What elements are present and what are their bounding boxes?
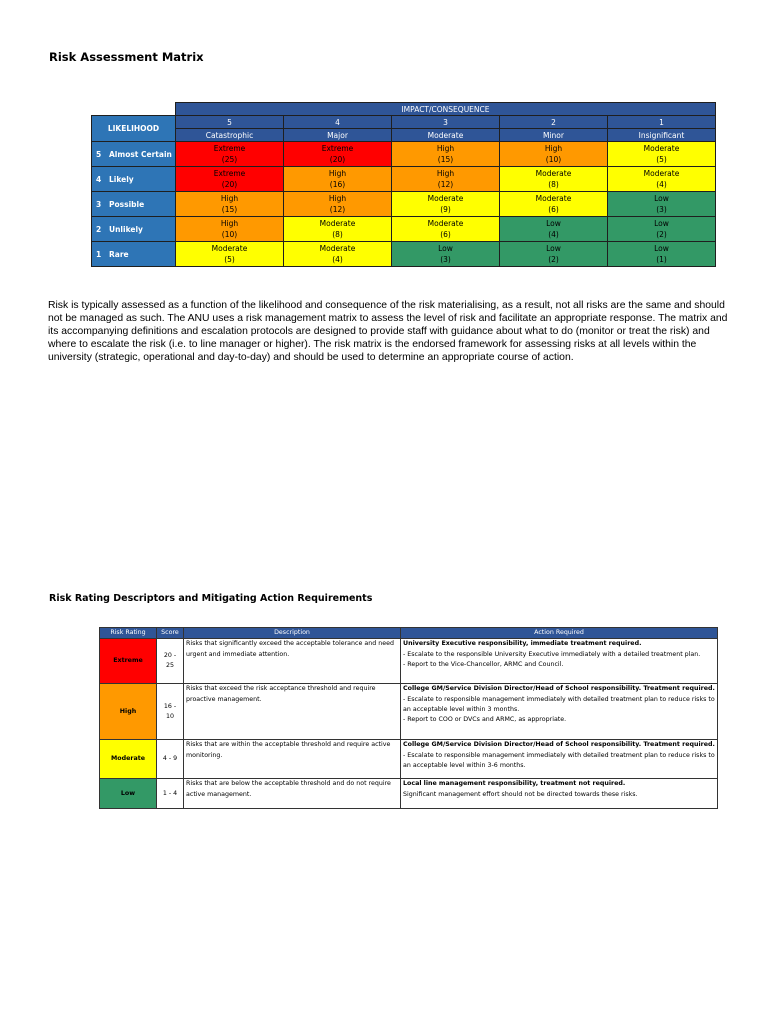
cell-rating: High — [436, 169, 455, 178]
impact-number: 1 — [608, 116, 716, 129]
description-cell: Risks that exceed the risk acceptance threshold and require proactive management. — [184, 684, 401, 740]
cell-score: (16) — [329, 180, 346, 189]
cell-score: (2) — [548, 255, 559, 264]
cell-score: (15) — [221, 205, 238, 214]
descriptor-row — [100, 779, 718, 809]
matrix-row — [92, 192, 716, 217]
cell-score: (6) — [440, 230, 451, 239]
cell-score: (10) — [545, 155, 562, 164]
cell-score: (1) — [656, 255, 667, 264]
matrix-row — [92, 242, 716, 267]
score-cell: 4 - 9 — [157, 740, 184, 779]
score-cell: 20 - 25 — [157, 639, 184, 684]
likelihood-number: 3 — [96, 199, 102, 209]
matrix-impact-number-row — [92, 116, 716, 129]
descriptor-row — [100, 639, 718, 684]
matrix-row — [92, 217, 716, 242]
matrix-cell — [392, 167, 500, 192]
likelihood-label — [92, 167, 176, 192]
cell-rating: Moderate — [427, 219, 464, 228]
cell-score: (4) — [656, 180, 667, 189]
impact-consequence-header: IMPACT/CONSEQUENCE — [176, 103, 716, 116]
action-title: College GM/Service Division Director/Head of School responsibility. Treatment required. — [403, 685, 715, 693]
impact-label: Major — [284, 129, 392, 142]
cell-rating: High — [436, 144, 455, 153]
cell-score: (6) — [548, 205, 559, 214]
cell-rating: Moderate — [427, 194, 464, 203]
likelihood-header: LIKELIHOOD — [92, 116, 176, 142]
impact-number: 4 — [284, 116, 392, 129]
cell-score: (4) — [548, 230, 559, 239]
cell-rating: Extreme — [213, 169, 246, 178]
risk-rating-cell: Moderate — [100, 740, 157, 779]
cell-rating: High — [544, 144, 563, 153]
matrix-corner-blank — [92, 103, 176, 116]
cell-score: (25) — [221, 155, 238, 164]
likelihood-name: Likely — [109, 174, 134, 184]
action-cell — [401, 740, 718, 779]
cell-score: (9) — [440, 205, 451, 214]
matrix-cell — [500, 167, 608, 192]
cell-rating: High — [220, 219, 239, 228]
action-cell — [401, 684, 718, 740]
matrix-impact-label-row — [92, 129, 716, 142]
cell-rating: Low — [546, 219, 561, 228]
matrix-cell — [392, 142, 500, 167]
matrix-cell — [392, 242, 500, 267]
cell-rating: Low — [654, 219, 669, 228]
likelihood-label — [92, 142, 176, 167]
action-title: College GM/Service Division Director/Head of School responsibility. Treatment required. — [403, 741, 715, 749]
matrix-cell — [608, 192, 716, 217]
descriptor-row — [100, 740, 718, 779]
impact-label: Moderate — [392, 129, 500, 142]
action-line: - Escalate to the responsible University Executive immediately with a detailed treatment plan. — [403, 650, 701, 658]
matrix-cell — [176, 192, 284, 217]
impact-number: 2 — [500, 116, 608, 129]
page-title: Risk Assessment Matrix — [49, 50, 204, 64]
cell-rating: Moderate — [643, 169, 680, 178]
header-action-required: Action Required — [401, 628, 718, 639]
likelihood-name: Possible — [109, 199, 145, 209]
matrix-cell — [284, 217, 392, 242]
cell-score: (20) — [329, 155, 346, 164]
matrix-cell — [284, 167, 392, 192]
cell-score: (12) — [437, 180, 454, 189]
cell-score: (10) — [221, 230, 238, 239]
matrix-cell — [392, 217, 500, 242]
matrix-cell — [176, 142, 284, 167]
cell-score: (2) — [656, 230, 667, 239]
matrix-cell — [608, 142, 716, 167]
matrix-cell — [608, 167, 716, 192]
action-line: - Escalate to responsible management immediately with detailed treatment plan to reduce risks to an acceptable level within 3-6 months. — [403, 751, 715, 769]
likelihood-label — [92, 217, 176, 242]
header-description: Description — [184, 628, 401, 639]
matrix-cell — [608, 242, 716, 267]
action-cell — [401, 779, 718, 809]
risk-descriptors-table — [99, 627, 718, 809]
likelihood-label — [92, 192, 176, 217]
risk-matrix — [91, 102, 716, 267]
impact-label: Insignificant — [608, 129, 716, 142]
risk-rating-cell: Extreme — [100, 639, 157, 684]
action-line: - Report to the Vice-Chancellor, ARMC and Council. — [403, 660, 564, 668]
cell-score: (4) — [332, 255, 343, 264]
cell-rating: Moderate — [211, 244, 248, 253]
matrix-cell — [500, 217, 608, 242]
cell-score: (12) — [329, 205, 346, 214]
cell-rating: Low — [654, 194, 669, 203]
action-line: - Report to COO or DVCs and ARMC, as appropriate. — [403, 716, 567, 724]
likelihood-number: 1 — [96, 249, 102, 259]
action-line: Significant management effort should not be directed towards these risks. — [403, 790, 638, 798]
matrix-cell — [176, 167, 284, 192]
cell-score: (8) — [548, 180, 559, 189]
cell-rating: Low — [654, 244, 669, 253]
risk-rating-cell: High — [100, 684, 157, 740]
cell-rating: High — [328, 169, 347, 178]
matrix-cell — [284, 192, 392, 217]
action-line: - Escalate to responsible management immediately with detailed treatment plan to reduce risks to an acceptable level within 3 months. — [403, 695, 715, 713]
cell-rating: Moderate — [319, 244, 356, 253]
matrix-cell — [176, 242, 284, 267]
action-title: Local line management responsibility, treatment not required. — [403, 780, 626, 788]
description-cell: Risks that are within the acceptable threshold and require active monitoring. — [184, 740, 401, 779]
impact-number: 3 — [392, 116, 500, 129]
cell-rating: Low — [438, 244, 453, 253]
cell-score: (5) — [656, 155, 667, 164]
likelihood-name: Unlikely — [109, 224, 143, 234]
cell-score: (8) — [332, 230, 343, 239]
matrix-cell — [284, 142, 392, 167]
impact-label: Minor — [500, 129, 608, 142]
cell-score: (15) — [437, 155, 454, 164]
likelihood-number: 5 — [96, 149, 102, 159]
action-title: University Executive responsibility, immediate treatment required. — [403, 640, 642, 648]
cell-rating: Moderate — [535, 194, 572, 203]
matrix-cell — [500, 242, 608, 267]
matrix-row — [92, 167, 716, 192]
likelihood-name: Rare — [109, 249, 129, 259]
matrix-impact-header-row — [92, 103, 716, 116]
score-cell: 1 - 4 — [157, 779, 184, 809]
descriptors-title: Risk Rating Descriptors and Mitigating Action Requirements — [49, 593, 373, 604]
description-cell: Risks that significantly exceed the acceptable tolerance and need urgent and immediate attention. — [184, 639, 401, 684]
likelihood-number: 2 — [96, 224, 102, 234]
risk-rating-cell: Low — [100, 779, 157, 809]
header-score: Score — [157, 628, 184, 639]
cell-rating: Moderate — [535, 169, 572, 178]
header-risk-rating: Risk Rating — [100, 628, 157, 639]
cell-score: (5) — [224, 255, 235, 264]
descriptors-header-row — [100, 628, 718, 639]
cell-rating: Extreme — [321, 144, 354, 153]
cell-score: (3) — [440, 255, 451, 264]
matrix-cell — [176, 217, 284, 242]
cell-score: (20) — [221, 180, 238, 189]
cell-rating: Moderate — [643, 144, 680, 153]
likelihood-number: 4 — [96, 174, 102, 184]
matrix-cell — [500, 142, 608, 167]
cell-rating: High — [220, 194, 239, 203]
cell-rating: Low — [546, 244, 561, 253]
cell-rating: Extreme — [213, 144, 246, 153]
cell-rating: High — [328, 194, 347, 203]
score-cell: 16 - 10 — [157, 684, 184, 740]
cell-score: (3) — [656, 205, 667, 214]
likelihood-name: Almost Certain — [109, 149, 172, 159]
action-cell — [401, 639, 718, 684]
impact-number: 5 — [176, 116, 284, 129]
matrix-cell — [608, 217, 716, 242]
matrix-cell — [392, 192, 500, 217]
likelihood-label — [92, 242, 176, 267]
cell-rating: Moderate — [319, 219, 356, 228]
description-cell: Risks that are below the acceptable threshold and do not require active management. — [184, 779, 401, 809]
impact-label: Catastrophic — [176, 129, 284, 142]
matrix-row — [92, 142, 716, 167]
matrix-cell — [500, 192, 608, 217]
intro-paragraph: Risk is typically assessed as a function of the likelihood and consequence of the risk materialising, as a result, not all risks are the same and should not be managed as such. The ANU uses a risk management matrix to assess the level of risk and facilitate an appropriate response. The matrix and its accompanying definitions and escalation protocols are designed to provide staff with guidance about what to do (monitor or treat the risk) and where to escalate the risk (i.e. to line manager or higher). The risk matrix is the endorsed framework for assessing risks at all levels within the university (strategic, operational and day-to-day) and should be used to determine an appropriate course of action. — [48, 300, 728, 363]
matrix-cell — [284, 242, 392, 267]
descriptor-row — [100, 684, 718, 740]
